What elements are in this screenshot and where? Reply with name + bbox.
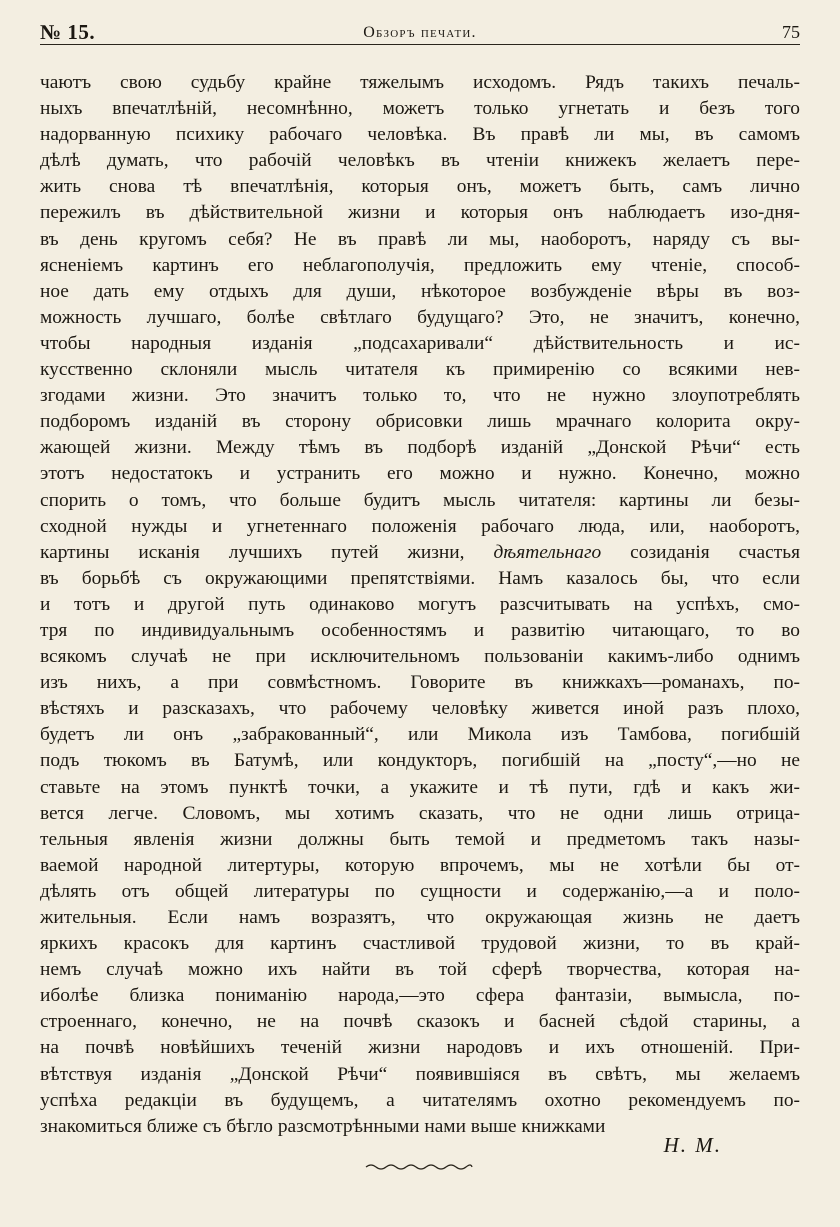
text-line: жительныя. Если намъ возразятъ, что окружающая жизнь не даетъ bbox=[40, 907, 800, 928]
end-ornament bbox=[364, 1162, 474, 1172]
header-rule bbox=[40, 44, 800, 45]
text-line: успѣха редакціи въ будущемъ, а читателямъ охотно рекомендуемъ по- bbox=[40, 1089, 800, 1111]
text-line: чтобы народныя изданія „подсахаривали“ дѣйствительность и ис- bbox=[40, 332, 800, 354]
section-title: Обзоръ печати. bbox=[363, 24, 477, 41]
author-signature: Н. М. bbox=[663, 1133, 722, 1157]
text-line: этотъ недостатокъ и устранить его можно и нужно. Конечно, можно bbox=[40, 463, 800, 485]
page-number: 75 bbox=[782, 22, 800, 42]
text-line: вется легче. Словомъ, мы хотимъ сказать, что не одни лишь отрица- bbox=[40, 802, 800, 824]
text-line: чаютъ свою судьбу крайне тяжелымъ исходомъ. Рядъ такихъ печаль- bbox=[40, 72, 800, 93]
text-line: вѣстяхъ и разсказахъ, что рабочему человѣку живется иной разъ плохо, bbox=[40, 698, 800, 720]
text-line: иболѣе близка пониманію народа,—это сфера фантазіи, вымысла, по- bbox=[40, 985, 800, 1007]
text-line: ясненіемъ картинъ его неблагополучія, предложить ему чтеніе, способ- bbox=[40, 254, 800, 276]
text-line: подъ тюкомъ въ Батумѣ, или кондукторъ, погибшій на „посту“,—но не bbox=[40, 750, 800, 772]
text-line: дѣлять отъ общей литературы по сущности и содержанію,—а и поло- bbox=[40, 880, 800, 902]
text-line: ныхъ впечатлѣній, несомнѣнно, можетъ только угнетать и безъ того bbox=[40, 98, 800, 120]
text-line: ставьте на этомъ пунктѣ точки, а укажите и тѣ пути, гдѣ и какъ жи- bbox=[40, 776, 800, 798]
text-line: знакомиться ближе съ бѣгло разсмотрѣнными нами выше книжками bbox=[40, 1115, 606, 1137]
text-line: на почвѣ новѣйшихъ теченій жизни народовъ и ихъ отношеній. При- bbox=[40, 1037, 800, 1059]
text-line: жающей жизни. Между тѣмъ въ подборѣ изданій „Донской Рѣчи“ есть bbox=[40, 437, 800, 459]
text-line: изъ нихъ, а при совмѣстномъ. Говорите въ книжкахъ—романахъ, по- bbox=[40, 672, 800, 694]
text-line: ваемой народной литертуры, которую впрочемъ, мы не хотѣли бы от- bbox=[40, 854, 800, 876]
text-line: строеннаго, конечно, не на почвѣ сказокъ и басней сѣдой старины, а bbox=[40, 1011, 800, 1033]
issue-number: № 15. bbox=[40, 20, 96, 44]
text-line: сходной нужды и угнетеннаго положенія рабочаго люда, или, наоборотъ, bbox=[40, 515, 800, 537]
text-line: картины исканія лучшихъ путей жизни, дѣятельнаго созиданія счастья bbox=[40, 541, 800, 563]
text-line: тря по индивидуальнымъ особенностямъ и развитію читающаго, то во bbox=[40, 619, 800, 641]
text-line: немъ случаѣ можно ихъ найти въ той сферѣ творчества, которая на- bbox=[40, 959, 800, 981]
text-line: тельныя явленія жизни должны быть темой и предметомъ такъ назы- bbox=[40, 828, 800, 850]
text-line: подборомъ изданій въ сторону обрисовки лишь мрачнаго колорита окру- bbox=[40, 411, 800, 433]
text-line: всякомъ случаѣ не при исключительномъ пользованіи какимъ-либо однимъ bbox=[40, 646, 800, 668]
article-body bbox=[40, 70, 800, 1140]
emphasized-word: дѣятельнаго bbox=[493, 541, 602, 563]
text-line: кусственно склоняли мысль читателя къ примиренію со всякими нев- bbox=[40, 359, 800, 381]
text-line: пережилъ въ дѣйствительной жизни и которыя онъ наблюдаетъ изо-дня- bbox=[40, 202, 800, 224]
text-line: въ борьбѣ съ окружающими препятствіями. Намъ казалось бы, что если bbox=[40, 567, 800, 589]
text-line: жить снова тѣ впечатлѣнія, которыя онъ, можетъ быть, самъ лично bbox=[40, 176, 800, 198]
text-line: въ день кругомъ себя? Не въ правѣ ли мы, наоборотъ, наряду съ вы- bbox=[40, 228, 800, 250]
text-line: дѣлѣ думать, что рабочій человѣкъ въ чтеніи книжекъ желаетъ пере- bbox=[40, 150, 800, 172]
text-line: будетъ ли онъ „забракованный“, или Микола изъ Тамбова, погибшій bbox=[40, 724, 800, 746]
text-line: спорить о томъ, что больше будитъ мысль читателя: картины ли безы- bbox=[40, 489, 800, 511]
text-line: надорванную психику рабочаго человѣка. Въ правѣ ли мы, въ самомъ bbox=[40, 124, 800, 146]
text-line: и тотъ и другой путь одинаково могутъ разсчитывать на успѣхъ, смо- bbox=[40, 593, 800, 615]
text-line: можность лучшаго, болѣе свѣтлаго будущаго? Это, не значитъ, конечно, bbox=[40, 306, 800, 328]
text-line: вѣтствуя изданія „Донской Рѣчи“ появившіяся въ свѣтъ, мы желаемъ bbox=[40, 1063, 800, 1085]
text-line: згодами жизни. Это значитъ только то, что не нужно злоупотреблять bbox=[40, 385, 800, 407]
text-line: ное дать ему отдыхъ для души, нѣкоторое возбужденіе вѣры въ воз- bbox=[40, 280, 800, 302]
text-line: яркихъ красокъ для картинъ счастливой трудовой жизни, то въ край- bbox=[40, 933, 800, 955]
